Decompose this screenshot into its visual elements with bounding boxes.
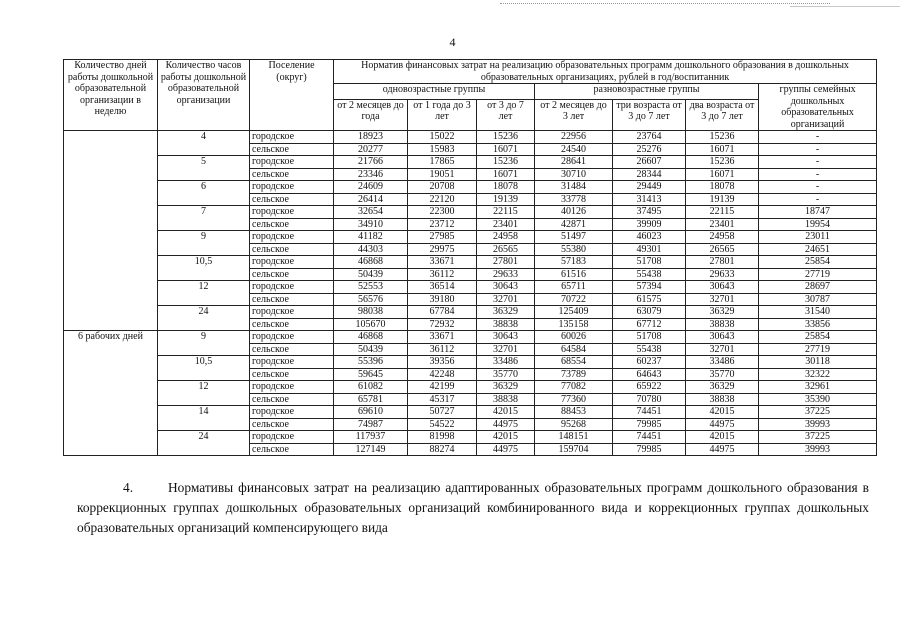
value-cell: 37495 — [613, 206, 686, 219]
value-cell: 79985 — [613, 443, 686, 456]
value-cell: 16071 — [477, 168, 535, 181]
value-cell: 60026 — [535, 331, 613, 344]
value-cell: 20708 — [408, 181, 477, 194]
value-cell: 44975 — [477, 443, 535, 456]
table-row — [64, 381, 877, 394]
subheader-age: от 3 до 7 лет — [477, 100, 535, 131]
value-cell: 51497 — [535, 231, 613, 244]
value-cell: 32961 — [759, 381, 877, 394]
value-cell: 24958 — [477, 231, 535, 244]
value-cell: 44975 — [686, 418, 759, 431]
hours-cell: 9 — [158, 331, 250, 356]
paragraph-4 — [77, 478, 869, 538]
value-cell: 39993 — [759, 418, 877, 431]
value-cell: 105670 — [334, 318, 408, 331]
value-cell: 30710 — [535, 168, 613, 181]
value-cell: 28697 — [759, 281, 877, 294]
settlement-cell: сельское — [250, 143, 334, 156]
value-cell: 44975 — [477, 418, 535, 431]
hours-cell: 5 — [158, 156, 250, 181]
settlement-cell: сельское — [250, 218, 334, 231]
value-cell: 26607 — [613, 156, 686, 169]
value-cell: 24609 — [334, 181, 408, 194]
value-cell: 35390 — [759, 393, 877, 406]
value-cell: 22956 — [535, 131, 613, 144]
value-cell: 42015 — [686, 406, 759, 419]
days-cell: 6 рабочих дней — [64, 331, 158, 456]
value-cell: 24540 — [535, 143, 613, 156]
value-cell: 63079 — [613, 306, 686, 319]
value-cell: 98038 — [334, 306, 408, 319]
table-row — [64, 356, 877, 369]
settlement-cell: сельское — [250, 393, 334, 406]
value-cell: 45317 — [408, 393, 477, 406]
value-cell: 42199 — [408, 381, 477, 394]
value-cell: 117937 — [334, 431, 408, 444]
value-cell: 15236 — [686, 131, 759, 144]
value-cell: 42015 — [477, 406, 535, 419]
value-cell: 41182 — [334, 231, 408, 244]
settlement-cell: городское — [250, 406, 334, 419]
value-cell: 23401 — [686, 218, 759, 231]
value-cell: 26565 — [477, 243, 535, 256]
value-cell: 33778 — [535, 193, 613, 206]
value-cell: 23712 — [408, 218, 477, 231]
value-cell: 29975 — [408, 243, 477, 256]
value-cell: - — [759, 181, 877, 194]
table-row — [64, 331, 877, 344]
value-cell: 18078 — [477, 181, 535, 194]
value-cell: 36514 — [408, 281, 477, 294]
value-cell: 127149 — [334, 443, 408, 456]
value-cell: 46023 — [613, 231, 686, 244]
scan-artifact-line — [500, 3, 830, 4]
value-cell: 42248 — [408, 368, 477, 381]
value-cell: 39356 — [408, 356, 477, 369]
page-number: 4 — [449, 35, 456, 49]
value-cell: 19139 — [686, 193, 759, 206]
value-cell: 51708 — [613, 256, 686, 269]
value-cell: 40126 — [535, 206, 613, 219]
value-cell: 27801 — [686, 256, 759, 269]
value-cell: - — [759, 193, 877, 206]
value-cell: 65711 — [535, 281, 613, 294]
value-cell: 44303 — [334, 243, 408, 256]
value-cell: 70780 — [613, 393, 686, 406]
value-cell: 17865 — [408, 156, 477, 169]
value-cell: 15236 — [686, 156, 759, 169]
value-cell: 69610 — [334, 406, 408, 419]
value-cell: 148151 — [535, 431, 613, 444]
value-cell: 25854 — [759, 256, 877, 269]
value-cell: 74987 — [334, 418, 408, 431]
value-cell: 44975 — [686, 443, 759, 456]
hours-cell: 7 — [158, 206, 250, 231]
value-cell: 39180 — [408, 293, 477, 306]
value-cell: 70722 — [535, 293, 613, 306]
value-cell: 35770 — [477, 368, 535, 381]
subheader-age: три возраста от 3 до 7 лет — [613, 100, 686, 131]
table-row — [64, 431, 877, 444]
value-cell: 15236 — [477, 131, 535, 144]
hours-cell: 6 — [158, 181, 250, 206]
value-cell: 36112 — [408, 268, 477, 281]
header-family-groups: группы семейных дошкольных образовательных организаций — [759, 84, 877, 131]
financial-norms-table — [63, 59, 877, 456]
value-cell: 50439 — [334, 268, 408, 281]
value-cell: 28641 — [535, 156, 613, 169]
value-cell: 36112 — [408, 343, 477, 356]
value-cell: 55438 — [613, 268, 686, 281]
value-cell: 42015 — [686, 431, 759, 444]
value-cell: 18923 — [334, 131, 408, 144]
table-row — [64, 181, 877, 194]
header-mixed-age-groups: разновозрастные группы — [535, 84, 759, 100]
value-cell: 125409 — [535, 306, 613, 319]
value-cell: 29633 — [686, 268, 759, 281]
header-norm: Норматив финансовых затрат на реализацию образовательных программ дошкольного образования в дошкольных образовательных организациях, рублей в год/воспитанник — [334, 60, 877, 84]
value-cell: 18078 — [686, 181, 759, 194]
value-cell: 88453 — [535, 406, 613, 419]
value-cell: 32701 — [477, 343, 535, 356]
value-cell: - — [759, 156, 877, 169]
paragraph-number: 4. — [123, 480, 134, 495]
value-cell: 74451 — [613, 406, 686, 419]
value-cell: 33856 — [759, 318, 877, 331]
value-cell: 29633 — [477, 268, 535, 281]
value-cell: 21766 — [334, 156, 408, 169]
value-cell: 22300 — [408, 206, 477, 219]
value-cell: 27719 — [759, 268, 877, 281]
value-cell: 67784 — [408, 306, 477, 319]
scan-artifact-line — [790, 6, 900, 7]
value-cell: 34910 — [334, 218, 408, 231]
value-cell: 33486 — [686, 356, 759, 369]
settlement-cell: сельское — [250, 168, 334, 181]
settlement-cell: сельское — [250, 318, 334, 331]
hours-cell: 9 — [158, 231, 250, 256]
value-cell: 18747 — [759, 206, 877, 219]
value-cell: 79985 — [613, 418, 686, 431]
value-cell: 24958 — [686, 231, 759, 244]
value-cell: 57394 — [613, 281, 686, 294]
value-cell: 36329 — [686, 306, 759, 319]
value-cell: 65781 — [334, 393, 408, 406]
value-cell: 64643 — [613, 368, 686, 381]
value-cell: 61082 — [334, 381, 408, 394]
hours-cell: 4 — [158, 131, 250, 156]
value-cell: 49301 — [613, 243, 686, 256]
value-cell: 64584 — [535, 343, 613, 356]
settlement-cell: городское — [250, 156, 334, 169]
table-row — [64, 281, 877, 294]
value-cell: - — [759, 143, 877, 156]
table-body — [64, 131, 877, 456]
hours-cell: 10,5 — [158, 356, 250, 381]
value-cell: 15236 — [477, 156, 535, 169]
value-cell: 31540 — [759, 306, 877, 319]
table-row — [64, 206, 877, 219]
value-cell: 32322 — [759, 368, 877, 381]
table-row — [64, 231, 877, 244]
settlement-cell: городское — [250, 181, 334, 194]
value-cell: 38838 — [686, 318, 759, 331]
value-cell: 30787 — [759, 293, 877, 306]
value-cell: 23764 — [613, 131, 686, 144]
value-cell: 61575 — [613, 293, 686, 306]
subheader-age: от 1 года до 3 лет — [408, 100, 477, 131]
value-cell: 38838 — [477, 393, 535, 406]
value-cell: 55396 — [334, 356, 408, 369]
value-cell: 19954 — [759, 218, 877, 231]
subheader-age: от 2 месяцев до 3 лет — [535, 100, 613, 131]
value-cell: 32654 — [334, 206, 408, 219]
value-cell: 25854 — [759, 331, 877, 344]
value-cell: 33671 — [408, 331, 477, 344]
value-cell: 36329 — [477, 381, 535, 394]
header-single-age-groups: одновозрастные группы — [334, 84, 535, 100]
settlement-cell: сельское — [250, 368, 334, 381]
value-cell: 32701 — [686, 343, 759, 356]
settlement-cell: городское — [250, 281, 334, 294]
table-row — [64, 131, 877, 144]
header-hours: Количество часов работы дошкольной образовательной организации — [158, 60, 250, 131]
value-cell: 68554 — [535, 356, 613, 369]
value-cell: 46868 — [334, 331, 408, 344]
value-cell: 22115 — [477, 206, 535, 219]
value-cell: 30118 — [759, 356, 877, 369]
value-cell: 65922 — [613, 381, 686, 394]
settlement-cell: городское — [250, 206, 334, 219]
value-cell: 31413 — [613, 193, 686, 206]
hours-cell: 10,5 — [158, 256, 250, 281]
value-cell: 37225 — [759, 406, 877, 419]
table-row — [64, 406, 877, 419]
value-cell: 37225 — [759, 431, 877, 444]
value-cell: 19139 — [477, 193, 535, 206]
settlement-cell: городское — [250, 131, 334, 144]
settlement-cell: городское — [250, 256, 334, 269]
settlement-cell: городское — [250, 331, 334, 344]
settlement-cell: городское — [250, 306, 334, 319]
value-cell: 36329 — [686, 381, 759, 394]
settlement-cell: сельское — [250, 418, 334, 431]
value-cell: 33671 — [408, 256, 477, 269]
value-cell: 56576 — [334, 293, 408, 306]
value-cell: 28344 — [613, 168, 686, 181]
value-cell: 27801 — [477, 256, 535, 269]
settlement-cell: сельское — [250, 343, 334, 356]
settlement-cell: городское — [250, 431, 334, 444]
value-cell: 42871 — [535, 218, 613, 231]
value-cell: - — [759, 168, 877, 181]
value-cell: 67712 — [613, 318, 686, 331]
value-cell: 27985 — [408, 231, 477, 244]
value-cell: 29449 — [613, 181, 686, 194]
value-cell: 46868 — [334, 256, 408, 269]
value-cell: 135158 — [535, 318, 613, 331]
subheader-age: от 2 месяцев до года — [334, 100, 408, 131]
value-cell: 27719 — [759, 343, 877, 356]
value-cell: 15022 — [408, 131, 477, 144]
paragraph-text: Нормативы финансовых затрат на реализацию адаптированных образовательных программ дошкольного образования в коррекционных группах дошкольных образовательных организаций комбинированного вида и коррекционных группах дошкольных образовательных организаций компенсирующего вида — [77, 480, 869, 535]
settlement-cell: сельское — [250, 293, 334, 306]
value-cell: 26414 — [334, 193, 408, 206]
value-cell: 72932 — [408, 318, 477, 331]
value-cell: 55380 — [535, 243, 613, 256]
value-cell: 30643 — [686, 331, 759, 344]
value-cell: 81998 — [408, 431, 477, 444]
value-cell: 77360 — [535, 393, 613, 406]
value-cell: 22120 — [408, 193, 477, 206]
value-cell: 16071 — [686, 168, 759, 181]
settlement-cell: городское — [250, 381, 334, 394]
value-cell: 51708 — [613, 331, 686, 344]
header-days: Количество дней работы дошкольной образовательной организации в неделю — [64, 60, 158, 131]
value-cell: - — [759, 131, 877, 144]
value-cell: 24651 — [759, 243, 877, 256]
value-cell: 16071 — [477, 143, 535, 156]
value-cell: 35770 — [686, 368, 759, 381]
value-cell: 36329 — [477, 306, 535, 319]
value-cell: 74451 — [613, 431, 686, 444]
value-cell: 30643 — [477, 331, 535, 344]
value-cell: 23346 — [334, 168, 408, 181]
value-cell: 95268 — [535, 418, 613, 431]
days-cell — [64, 131, 158, 331]
value-cell: 42015 — [477, 431, 535, 444]
value-cell: 26565 — [686, 243, 759, 256]
value-cell: 30643 — [477, 281, 535, 294]
hours-cell: 24 — [158, 431, 250, 456]
settlement-cell: сельское — [250, 193, 334, 206]
table-row — [64, 306, 877, 319]
value-cell: 31484 — [535, 181, 613, 194]
value-cell: 25276 — [613, 143, 686, 156]
table-row — [64, 256, 877, 269]
hours-cell: 12 — [158, 381, 250, 406]
value-cell: 20277 — [334, 143, 408, 156]
value-cell: 52553 — [334, 281, 408, 294]
value-cell: 33486 — [477, 356, 535, 369]
settlement-cell: городское — [250, 231, 334, 244]
value-cell: 22115 — [686, 206, 759, 219]
value-cell: 32701 — [477, 293, 535, 306]
value-cell: 39993 — [759, 443, 877, 456]
value-cell: 59645 — [334, 368, 408, 381]
hours-cell: 24 — [158, 306, 250, 331]
value-cell: 55438 — [613, 343, 686, 356]
value-cell: 15983 — [408, 143, 477, 156]
value-cell: 50727 — [408, 406, 477, 419]
value-cell: 159704 — [535, 443, 613, 456]
subheader-age: два возраста от 3 до 7 лет — [686, 100, 759, 131]
value-cell: 38838 — [477, 318, 535, 331]
settlement-cell: городское — [250, 356, 334, 369]
value-cell: 19051 — [408, 168, 477, 181]
value-cell: 88274 — [408, 443, 477, 456]
hours-cell: 12 — [158, 281, 250, 306]
header-settlement: Поселение (округ) — [250, 60, 334, 131]
value-cell: 32701 — [686, 293, 759, 306]
settlement-cell: сельское — [250, 243, 334, 256]
hours-cell: 14 — [158, 406, 250, 431]
value-cell: 30643 — [686, 281, 759, 294]
value-cell: 38838 — [686, 393, 759, 406]
table-row — [64, 156, 877, 169]
value-cell: 23011 — [759, 231, 877, 244]
value-cell: 60237 — [613, 356, 686, 369]
value-cell: 73789 — [535, 368, 613, 381]
value-cell: 39909 — [613, 218, 686, 231]
value-cell: 50439 — [334, 343, 408, 356]
value-cell: 61516 — [535, 268, 613, 281]
value-cell: 57183 — [535, 256, 613, 269]
value-cell: 77082 — [535, 381, 613, 394]
value-cell: 23401 — [477, 218, 535, 231]
settlement-cell: сельское — [250, 268, 334, 281]
value-cell: 54522 — [408, 418, 477, 431]
value-cell: 16071 — [686, 143, 759, 156]
settlement-cell: сельское — [250, 443, 334, 456]
